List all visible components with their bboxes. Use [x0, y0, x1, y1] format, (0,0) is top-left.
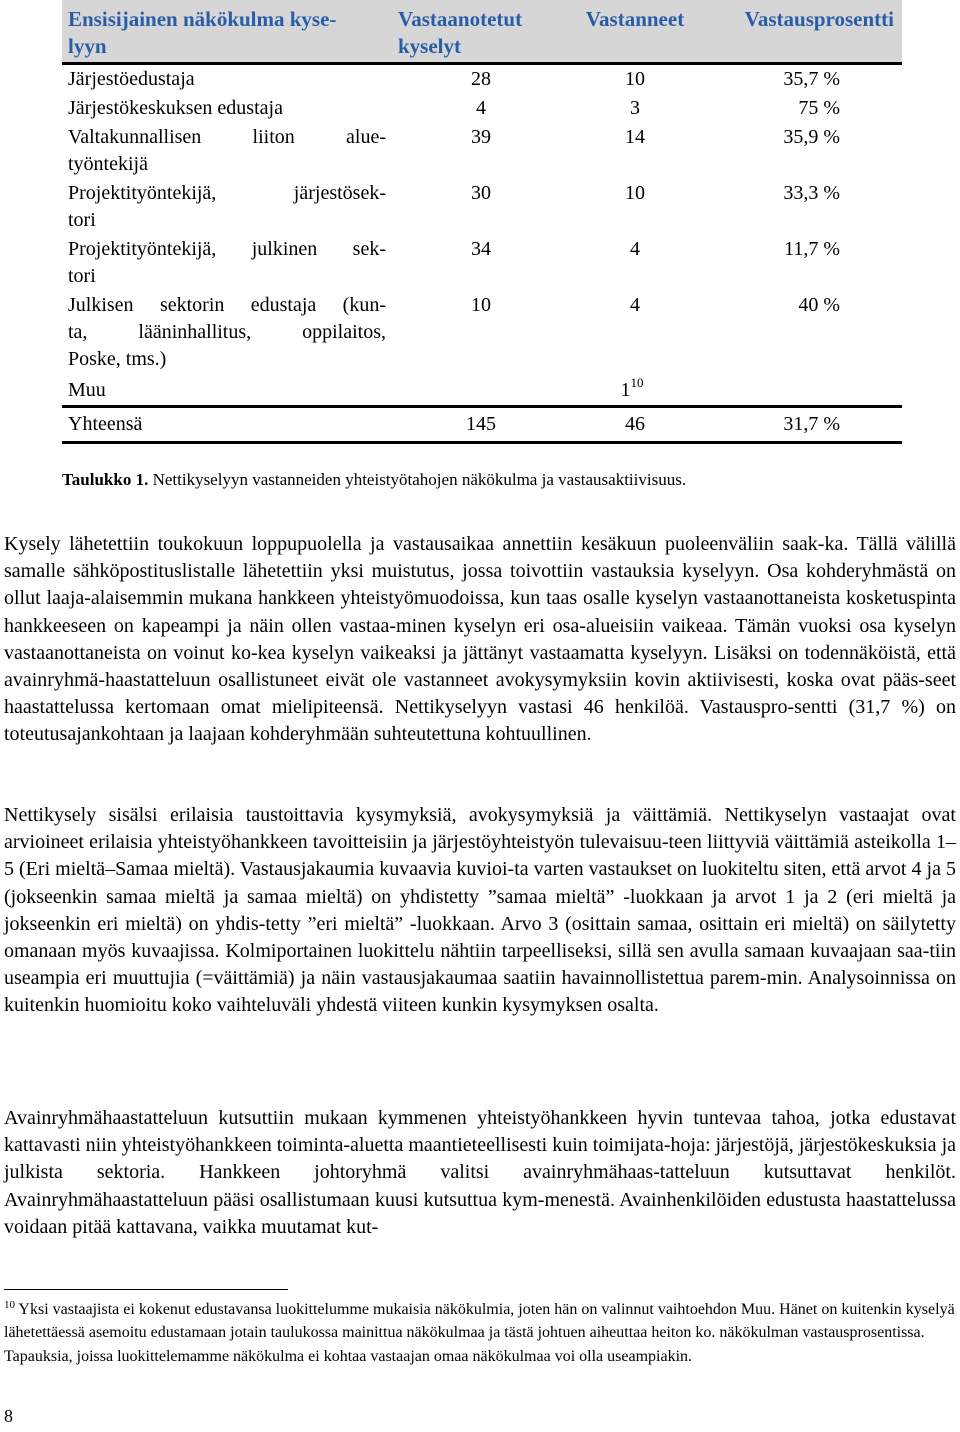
row-rate: 11,7 %	[784, 238, 840, 260]
row-rate: 35,9 %	[783, 126, 840, 148]
caption-prefix: Taulukko 1.	[62, 470, 149, 489]
row-received-empty	[392, 374, 570, 407]
muu-value: 1	[620, 379, 631, 401]
total-label: Yhteensä	[62, 407, 392, 443]
row-label-line2: tori	[68, 265, 96, 287]
row-label-line3: Poske, tms.)	[68, 348, 167, 370]
row-responded	[570, 374, 700, 407]
row-received: 10	[471, 294, 491, 316]
table-row	[62, 235, 902, 291]
footnote	[4, 1298, 956, 1368]
header-received	[392, 0, 570, 64]
row-label	[62, 235, 392, 291]
row-label-line1: Julkisen sektorin edustaja (kun-	[68, 294, 386, 316]
table-row-muu	[62, 374, 902, 407]
table-row	[62, 94, 902, 123]
header-received-line2: kyselyt	[398, 34, 461, 58]
row-responded: 4	[630, 238, 640, 260]
total-rate: 31,7 %	[700, 407, 902, 443]
paragraph: Avainryhmähaastatteluun kutsuttiin mukaan kymmenen yhteistyöhankkeen hyvin tuntevaa tahoa, jotka edustavat kattavasti niin yhteistyöhankkeen toiminta-aluetta maantieteellisesti kuin toimijata-hoja: järjestöjä, järjestökeskuksia ja julkista sektoria. Hankkeen johtoryhmä valitsi avainryhmähaas-tatteluun kutsuttavat henkilöt. Avainryhmähaastatteluun pääsi osallistumaan kuusi kutsuttua kym-menestä. Avainhenkilöiden edustusta haastattelussa voidaan pitää kattavana, vaikka muutamat kut-	[4, 1107, 956, 1238]
row-label-line1: Projektityöntekijä, järjestösek-	[68, 182, 386, 204]
header-received-line1: Vastaanotetut	[398, 7, 523, 31]
row-rate-empty	[700, 374, 902, 407]
row-received: 30	[471, 182, 491, 204]
footnote-divider	[4, 1289, 288, 1290]
survey-response-table	[62, 0, 902, 444]
row-responded: 10	[570, 64, 700, 95]
paragraph: Kysely lähetettiin toukokuun loppupuolella ja vastausaikaa annettiin kesäkuun puoleenväliin saak-ka. Tällä välillä samalle sähköpostituslistalle lähetettiin yksi muistutus, jossa toivottiin vastauksia kyselyyn. Osa kohderyhmästä on ollut laaja-alaisemmin mukana hankkeen yhteistyömuodoissa, kun taas osalle kyselyn vastaanottaneista kosketuspinta hankkeeseen on kapeampi ja näin ollen vastaa-minen kyselyn eri osa-alueisiin vaikeaa. Tämän vuoksi osa kyselyn vastaanottaneista on voinut ko-kea kyselyn vaikeaksi ja jättänyt vastaamatta kyselyyn. Lisäksi on todennäköistä, että avainryhmä-haastatteluun osallistuneet eivät ole vastanneet avokysymyksiin kovin aktiivisesti, koska ovat pääs-seet haastattelussa kertomaan omat mielipiteensä. Nettikyselyyn vastasi 46 henkilöä. Vastauspro-sentti (31,7 %) on toteutusajankohtaan ja laajaan kohderyhmään suhteutettuna kohtuullinen.	[4, 533, 956, 746]
page-number: 8	[4, 1406, 13, 1426]
header-perspective-line2: lyyn	[68, 34, 107, 58]
survey-table	[62, 0, 902, 444]
row-label-line2: tori	[68, 209, 96, 231]
table-row	[62, 179, 902, 235]
paragraph: Nettikysely sisälsi erilaisia taustoittavia kysymyksiä, avokysymyksiä ja väittämiä. Nettikyselyn vastaajat ovat arvioineet erilaisia yhteistyöhankkeen tavoitteisiin ja järjestöyhteistyön tulevaisuu-teen liittyviä väittämiä asteikolla 1–5 (Eri mieltä–Samaa mieltä). Vastausjakaumia kuvaavia kuvioi-ta varten vastaukset on luokiteltu siten, että arvot 4 ja 5 (jokseenkin samaa mieltä ja samaa mieltä) on yhdistetty ”samaa mieltä” -luokkaan ja arvot 1 ja 2 (eri mieltä ja jokseenkin eri mieltä) on yhdis-tetty ”eri mieltä” -luokkaan. Arvo 3 (osittain samaa, osittain eri mieltä) on säilytetty omanaan myös kuvaajissa. Kolmiportainen luokittelu nähtiin tarpeelliseksi, sillä sen avulla samaan kuvaajaan saa-tiin useampia eri muuttujia (=väittämiä) ja näin vastausjakaumaa saatiin havainnollistettua parem-min. Analysoinnissa on kuitenkin huomioitu koko vaihteluväli yhdestä viiteen kunkin kysymyksen osalta.	[4, 804, 956, 1017]
footnote-text: Yksi vastaajista ei kokenut edustavansa luokittelumme mukaisia näkökulmia, joten hän on valinnut vaihtoehdon Muu. Hänet on kuitenkin kyselyä lähetettäessä asemoitu edustamaan jotain taulukossa mainittua näkökulmaa ja tästä johtuen aiheuttaa heiton ko. näkökulman vastausprosentissa. Tapauksia, joissa luokittelemamme näkökulma ei kohtaa vastaajan omaa näkökulmaa voi olla useampiakin.	[4, 1301, 955, 1365]
row-label	[62, 291, 392, 374]
row-label-line2: työntekijä	[68, 153, 148, 175]
row-received: 4	[476, 97, 486, 119]
row-responded: 4	[630, 294, 640, 316]
row-rate: 33,3 %	[783, 182, 840, 204]
row-rate: 40 %	[798, 294, 840, 316]
table-row	[62, 64, 902, 95]
row-label-line2: ta, lääninhallitus, oppilaitos,	[68, 321, 386, 343]
row-label	[62, 179, 392, 235]
table-header-row	[62, 0, 902, 64]
row-rate: 75 %	[798, 97, 840, 119]
row-label-line1: Valtakunnallisen liiton alue-	[68, 126, 386, 148]
row-responded: 3	[630, 97, 640, 119]
row-responded: 14	[625, 126, 645, 148]
total-received: 145	[392, 407, 570, 443]
caption-text: Nettikyselyyn vastanneiden yhteistyötahojen näkökulma ja vastausaktiivisuus.	[152, 470, 687, 489]
table-row-total	[62, 407, 902, 443]
header-perspective	[62, 0, 392, 64]
row-label: Muu	[68, 379, 106, 401]
row-received: 39	[471, 126, 491, 148]
footnote-number: 10	[4, 1299, 15, 1311]
row-received: 34	[471, 238, 491, 260]
table-caption	[62, 470, 686, 490]
header-response-rate: Vastausprosentti	[744, 7, 894, 31]
row-label: Järjestöedustaja	[62, 64, 392, 95]
row-label-line1: Projektityöntekijä, julkinen sek-	[68, 238, 386, 260]
row-label: Järjestökeskuksen edustaja	[68, 97, 283, 119]
table-row	[62, 291, 902, 374]
row-received: 28	[392, 64, 570, 95]
row-responded: 10	[625, 182, 645, 204]
table-row	[62, 123, 902, 179]
footnote-ref[interactable]: 10	[630, 375, 644, 390]
header-responded: Vastanneet	[585, 7, 685, 31]
total-responded: 46	[570, 407, 700, 443]
header-perspective-line1: Ensisijainen näkökulma kyse-	[68, 7, 337, 31]
row-rate: 35,7 %	[700, 64, 902, 95]
row-label	[62, 123, 392, 179]
